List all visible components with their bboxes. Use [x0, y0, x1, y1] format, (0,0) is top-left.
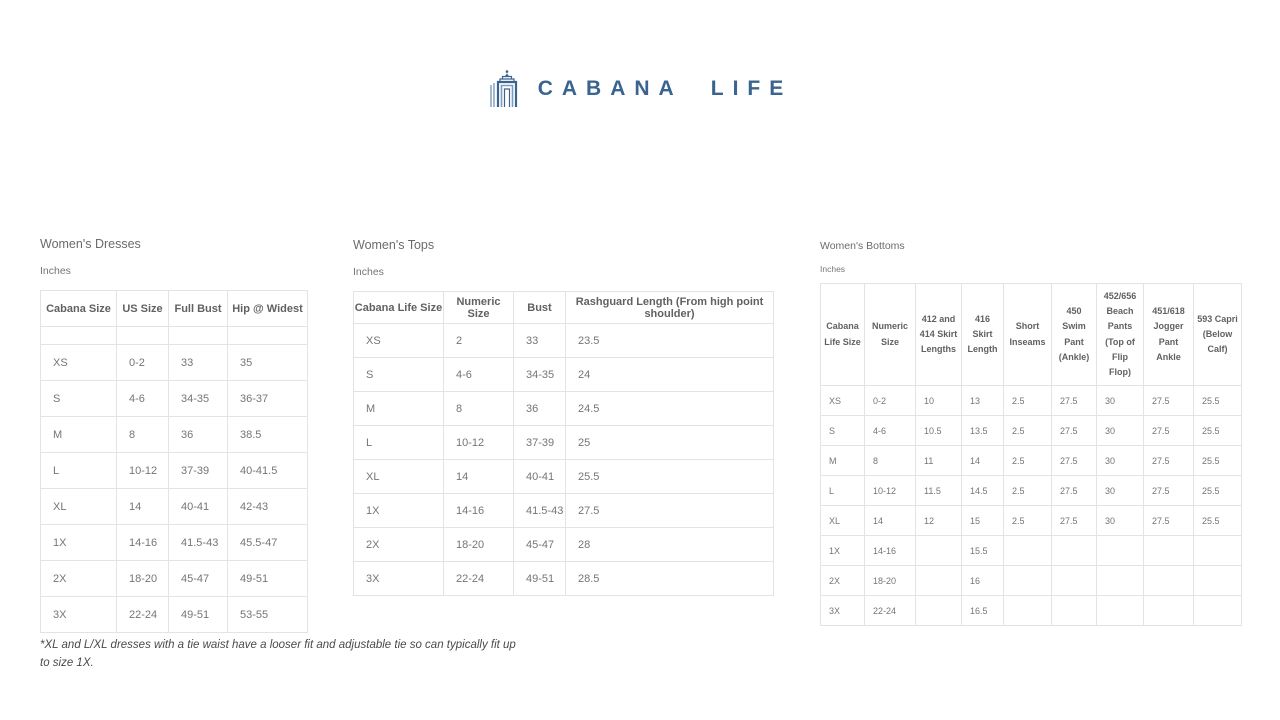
table-cell: 37-39 — [514, 426, 566, 460]
table-cell — [916, 536, 962, 566]
table-cell: 16 — [962, 566, 1004, 596]
table-cell: 18-20 — [444, 528, 514, 562]
table-cell: 23.5 — [566, 324, 774, 358]
table-cell — [1097, 566, 1144, 596]
table-cell: 25.5 — [566, 460, 774, 494]
table-cell: 4-6 — [865, 416, 916, 446]
table-cell: 45.5-47 — [228, 525, 308, 561]
table-cell: 27.5 — [1144, 416, 1194, 446]
table-cell: L — [354, 426, 444, 460]
table-row — [821, 596, 1242, 626]
table-row — [354, 562, 774, 596]
table-cell: M — [41, 417, 117, 453]
table-cell: L — [41, 453, 117, 489]
table-cell: 27.5 — [1052, 506, 1097, 536]
table-cell: 11 — [916, 446, 962, 476]
table-cell: 8 — [117, 417, 169, 453]
table-cell: 30 — [1097, 386, 1144, 416]
table-cell: 34-35 — [514, 358, 566, 392]
table-header-row — [354, 292, 774, 324]
table-cell: 14 — [865, 506, 916, 536]
table-cell: 30 — [1097, 476, 1144, 506]
table-cell: 33 — [514, 324, 566, 358]
column-header: Bust — [514, 292, 566, 324]
empty-cell — [169, 327, 228, 345]
table-cell: 37-39 — [169, 453, 228, 489]
table-cell: 18-20 — [865, 566, 916, 596]
table-cell: 8 — [865, 446, 916, 476]
table-cell — [1194, 536, 1242, 566]
table-cell: 11.5 — [916, 476, 962, 506]
table-cell: 45-47 — [514, 528, 566, 562]
table-row — [41, 561, 308, 597]
table-cell: 25.5 — [1194, 446, 1242, 476]
table-cell: 8 — [444, 392, 514, 426]
table-cell: 27.5 — [1144, 446, 1194, 476]
column-header: Short Inseams — [1004, 284, 1052, 386]
table-row — [821, 416, 1242, 446]
table-cell — [1097, 596, 1144, 626]
table-cell: M — [821, 446, 865, 476]
table-cell: 0-2 — [865, 386, 916, 416]
column-header: Hip @ Widest — [228, 291, 308, 327]
table-header-row — [41, 291, 308, 327]
table-cell: 28.5 — [566, 562, 774, 596]
table-row — [41, 597, 308, 633]
table-cell: 25.5 — [1194, 386, 1242, 416]
table-cell — [1194, 596, 1242, 626]
table-cell — [1144, 536, 1194, 566]
table-cell — [916, 566, 962, 596]
table-cell: 27.5 — [1144, 506, 1194, 536]
column-header: Cabana Size — [41, 291, 117, 327]
table-row — [41, 345, 308, 381]
table-cell: XL — [354, 460, 444, 494]
table-cell: 40-41 — [514, 460, 566, 494]
column-header: Numeric Size — [865, 284, 916, 386]
table-cell: 18-20 — [117, 561, 169, 597]
table-cell: 36 — [169, 417, 228, 453]
table-cell: 2.5 — [1004, 506, 1052, 536]
table-cell: XS — [41, 345, 117, 381]
table-cell: 3X — [821, 596, 865, 626]
table-cell: 27.5 — [1144, 386, 1194, 416]
section-title: Women's Bottoms — [820, 240, 905, 252]
table-cell — [1194, 566, 1242, 596]
cabana-hut-icon — [488, 70, 522, 108]
table-cell: 3X — [41, 597, 117, 633]
table-cell: XS — [821, 386, 865, 416]
column-header: Full Bust — [169, 291, 228, 327]
column-header: Cabana Life Size — [354, 292, 444, 324]
table-cell: 40-41.5 — [228, 453, 308, 489]
table-cell: 49-51 — [514, 562, 566, 596]
table-cell: 27.5 — [1052, 446, 1097, 476]
table-cell: 40-41 — [169, 489, 228, 525]
table-cell: 2X — [41, 561, 117, 597]
column-header: 451/618 Jogger Pant Ankle — [1144, 284, 1194, 386]
table-row — [41, 489, 308, 525]
table-row — [354, 494, 774, 528]
section-womens-tops — [353, 238, 773, 596]
table-cell: 42-43 — [228, 489, 308, 525]
table-cell: 2X — [821, 566, 865, 596]
unit-label: Inches — [40, 265, 71, 277]
unit-label: Inches — [353, 266, 384, 278]
table-row — [821, 476, 1242, 506]
table-cell — [1004, 566, 1052, 596]
brand-logo — [0, 70, 1280, 108]
table-row — [354, 426, 774, 460]
table-cell: 27.5 — [1052, 386, 1097, 416]
table-cell: 27.5 — [1144, 476, 1194, 506]
unit-label: Inches — [820, 264, 846, 274]
table-cell: 25 — [566, 426, 774, 460]
table-row — [354, 528, 774, 562]
table-cell: 4-6 — [117, 381, 169, 417]
table-cell: 14 — [117, 489, 169, 525]
table-cell — [1144, 596, 1194, 626]
column-header: 450 Swim Pant (Ankle) — [1052, 284, 1097, 386]
table-cell: 30 — [1097, 416, 1144, 446]
table-cell — [916, 596, 962, 626]
column-header: US Size — [117, 291, 169, 327]
column-header: Cabana Life Size — [821, 284, 865, 386]
table-cell: 2.5 — [1004, 476, 1052, 506]
table-cell: 27.5 — [566, 494, 774, 528]
table-cell: 14.5 — [962, 476, 1004, 506]
table-cell: 16.5 — [962, 596, 1004, 626]
dresses-fit-footnote: *XL and L/XL dresses with a tie waist have a looser fit and adjustable tie so can typically fit up to size 1X. — [40, 639, 516, 669]
table-cell: 14-16 — [444, 494, 514, 528]
table-row — [821, 566, 1242, 596]
column-header: Numeric Size — [444, 292, 514, 324]
table-cell: 22-24 — [865, 596, 916, 626]
table-cell: 10-12 — [117, 453, 169, 489]
table-row — [821, 386, 1242, 416]
table-cell: 10 — [916, 386, 962, 416]
table-row — [821, 506, 1242, 536]
table-row — [354, 460, 774, 494]
table-cell: 4-6 — [444, 358, 514, 392]
table-cell: 25.5 — [1194, 416, 1242, 446]
section-title: Women's Tops — [353, 238, 435, 252]
table-cell: 41.5-43 — [169, 525, 228, 561]
table-cell: XL — [41, 489, 117, 525]
column-header: 412 and 414 Skirt Lengths — [916, 284, 962, 386]
table-cell: 25.5 — [1194, 506, 1242, 536]
empty-cell — [228, 327, 308, 345]
column-header: 452/656 Beach Pants (Top of Flip Flop) — [1097, 284, 1144, 386]
table-cell: 13.5 — [962, 416, 1004, 446]
table-cell: 24 — [566, 358, 774, 392]
table-cell: 1X — [41, 525, 117, 561]
table-cell — [1004, 536, 1052, 566]
table-row — [41, 381, 308, 417]
table-cell: 24.5 — [566, 392, 774, 426]
table-cell: 36-37 — [228, 381, 308, 417]
column-header: 593 Capri (Below Calf) — [1194, 284, 1242, 386]
table-row — [354, 324, 774, 358]
table-cell: XL — [821, 506, 865, 536]
table-cell — [1004, 596, 1052, 626]
table-cell: 10.5 — [916, 416, 962, 446]
table-cell: 53-55 — [228, 597, 308, 633]
table-row — [354, 392, 774, 426]
table-cell: 38.5 — [228, 417, 308, 453]
table-row — [41, 453, 308, 489]
womens-bottoms-size-table — [820, 283, 1242, 626]
table-cell: 22-24 — [444, 562, 514, 596]
table-cell: L — [821, 476, 865, 506]
table-cell: 2.5 — [1004, 446, 1052, 476]
table-cell: 2X — [354, 528, 444, 562]
table-cell: 27.5 — [1052, 476, 1097, 506]
section-title: Women's Dresses — [40, 237, 141, 251]
table-cell: 35 — [228, 345, 308, 381]
table-cell — [1052, 566, 1097, 596]
table-cell: S — [41, 381, 117, 417]
table-cell: 49-51 — [169, 597, 228, 633]
table-cell: 14-16 — [117, 525, 169, 561]
table-cell: 22-24 — [117, 597, 169, 633]
table-cell — [1144, 566, 1194, 596]
empty-cell — [117, 327, 169, 345]
table-cell: 28 — [566, 528, 774, 562]
table-cell — [1052, 596, 1097, 626]
table-header-row — [821, 284, 1242, 386]
table-cell: 36 — [514, 392, 566, 426]
table-row — [821, 446, 1242, 476]
womens-dresses-size-table — [40, 290, 308, 633]
table-cell: 45-47 — [169, 561, 228, 597]
table-cell: 25.5 — [1194, 476, 1242, 506]
table-cell — [1097, 536, 1144, 566]
table-cell: 12 — [916, 506, 962, 536]
table-cell: 14-16 — [865, 536, 916, 566]
table-cell: 49-51 — [228, 561, 308, 597]
table-cell: 0-2 — [117, 345, 169, 381]
womens-tops-size-table — [353, 291, 774, 596]
table-cell: 27.5 — [1052, 416, 1097, 446]
table-cell: 14 — [444, 460, 514, 494]
brand-name: CABANA LIFE — [537, 77, 793, 100]
table-cell: 15.5 — [962, 536, 1004, 566]
table-cell: 34-35 — [169, 381, 228, 417]
column-header: 416 Skirt Length — [962, 284, 1004, 386]
section-womens-bottoms — [820, 240, 1241, 626]
table-cell: 30 — [1097, 446, 1144, 476]
table-cell: M — [354, 392, 444, 426]
table-cell: 41.5-43 — [514, 494, 566, 528]
table-cell: 14 — [962, 446, 1004, 476]
empty-cell — [41, 327, 117, 345]
table-cell: S — [354, 358, 444, 392]
table-cell: S — [821, 416, 865, 446]
table-cell: 2.5 — [1004, 386, 1052, 416]
table-cell: 33 — [169, 345, 228, 381]
table-cell: 15 — [962, 506, 1004, 536]
section-womens-dresses — [40, 237, 307, 633]
table-cell: 2.5 — [1004, 416, 1052, 446]
table-row — [41, 525, 308, 561]
table-cell: 10-12 — [865, 476, 916, 506]
table-cell: 10-12 — [444, 426, 514, 460]
column-header: Rashguard Length (From high point shoulder) — [566, 292, 774, 324]
empty-row — [41, 327, 308, 345]
table-cell — [1052, 536, 1097, 566]
table-cell: 2 — [444, 324, 514, 358]
table-cell: 3X — [354, 562, 444, 596]
table-cell: 13 — [962, 386, 1004, 416]
table-row — [41, 417, 308, 453]
table-cell: 30 — [1097, 506, 1144, 536]
table-cell: 1X — [821, 536, 865, 566]
table-cell: 1X — [354, 494, 444, 528]
table-row — [821, 536, 1242, 566]
table-row — [354, 358, 774, 392]
table-cell: XS — [354, 324, 444, 358]
